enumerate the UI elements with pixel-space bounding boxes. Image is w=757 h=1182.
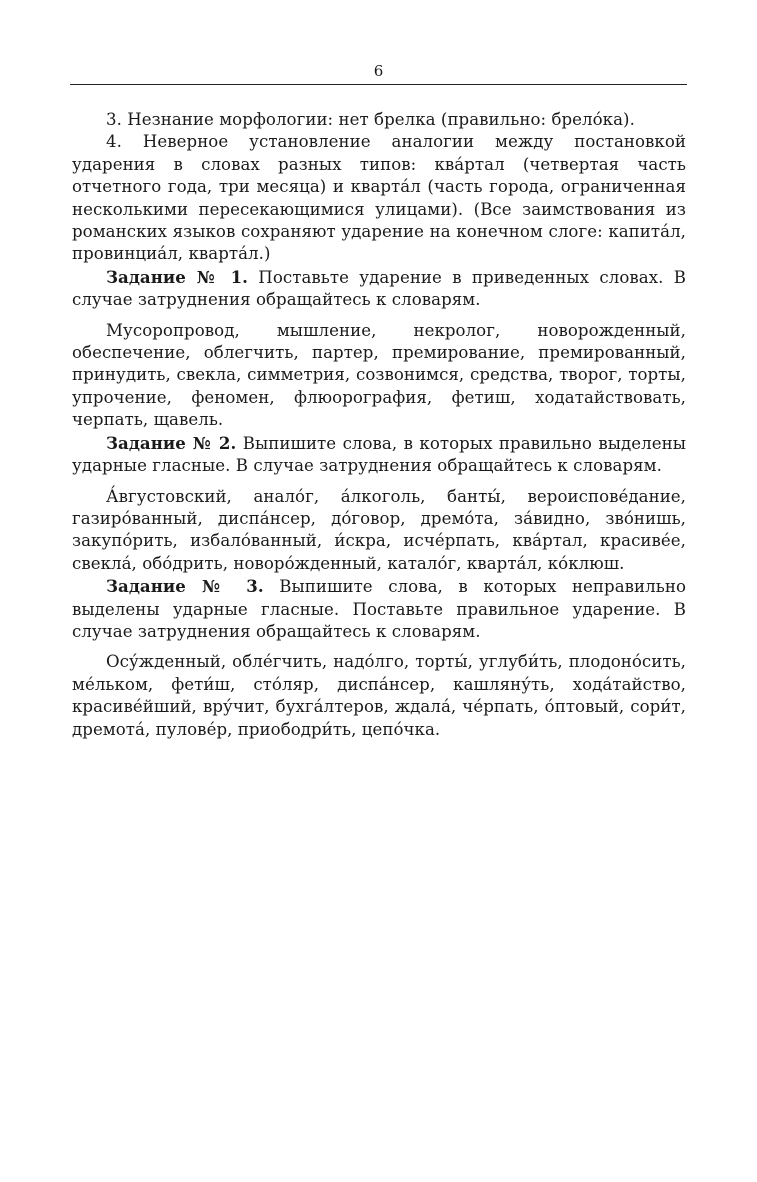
- word-list-text: А́вгустовский, анало́г, а́лкоголь, банты́, вероиспове́дание, газиро́ванный, диспа́нсер, до́говор, дремо́та, за́видно, зво́нишь, закупо́рить, избало́ванный, и́скра, исче́рпать, ква́ртал, красиве́е, свекла́, обо́дрить, новоро́жденный, катало́г, кварта́л, ко́клюш.: [72, 486, 686, 573]
- task-2-text: Выпишите слова, в которых правильно выделены ударные гласные. В случае затруднения обращайтесь к словарям.: [72, 433, 686, 476]
- paragraph-morphology-error: [72, 109, 686, 131]
- header-rule: [70, 84, 687, 85]
- task-3-text: Выпишите слова, в которых неправильно выделены ударные гласные. Поставьте правильное ударение. В случае затруднения обращайтесь к словарям.: [72, 577, 686, 641]
- word-list-text: Осу́жденный, обле́гчить, надо́лго, торты́, углуби́ть, плодоно́сить, ме́льком, фети́ш, сто́ляр, диспа́нсер, кашляну́ть, хода́тайство, красиве́йший, вру́чит, бухга́лтеров, ждала́, че́рпать, о́птовый, сори́т, дремота́, пулове́р, приободри́ть, цепо́чка.: [72, 652, 686, 739]
- paragraph-analogy-error: [72, 131, 686, 265]
- paragraph-text: 4. Неверное установление аналогии между постановкой ударения в словах разных типов: ква́ртал (четвертая часть отчетного года, три месяца) и кварта́л (часть города, ограниченная несколькими пересекающимися улицами). (Все заимствования из романских языков сохраняют ударение на конечном слоге: капита́л, провинциа́л, кварта́л.): [72, 132, 686, 264]
- task-1-instruction: [72, 266, 686, 312]
- page-content: [72, 109, 686, 741]
- task-1-text: Поставьте ударение в приведенных словах. В случае затруднения обращайтесь к словарям.: [72, 267, 686, 310]
- task-2-label: Задание № 2.: [106, 432, 237, 453]
- task-3-label: Задание № 3.: [106, 576, 264, 597]
- word-list-text: Мусоропровод, мышление, некролог, новорожденный, обеспечение, облегчить, партер, премирование, премированный, принудить, свекла, симметрия, созвонимся, средства, творог, торты, упрочение, феномен, флюорография, фетиш, ходатайствовать, черпать, щавель.: [72, 320, 686, 430]
- task-2-instruction: [72, 432, 686, 478]
- task-2-word-list: [72, 486, 686, 576]
- task-3-word-list: [72, 651, 686, 741]
- task-1-word-list: [72, 320, 686, 432]
- page-number: 6: [373, 62, 384, 80]
- task-3-instruction: [72, 575, 686, 643]
- task-1-label: Задание № 1.: [106, 266, 248, 287]
- paragraph-text: 3. Незнание морфологии: нет брелка (правильно: брело́ка).: [106, 110, 635, 129]
